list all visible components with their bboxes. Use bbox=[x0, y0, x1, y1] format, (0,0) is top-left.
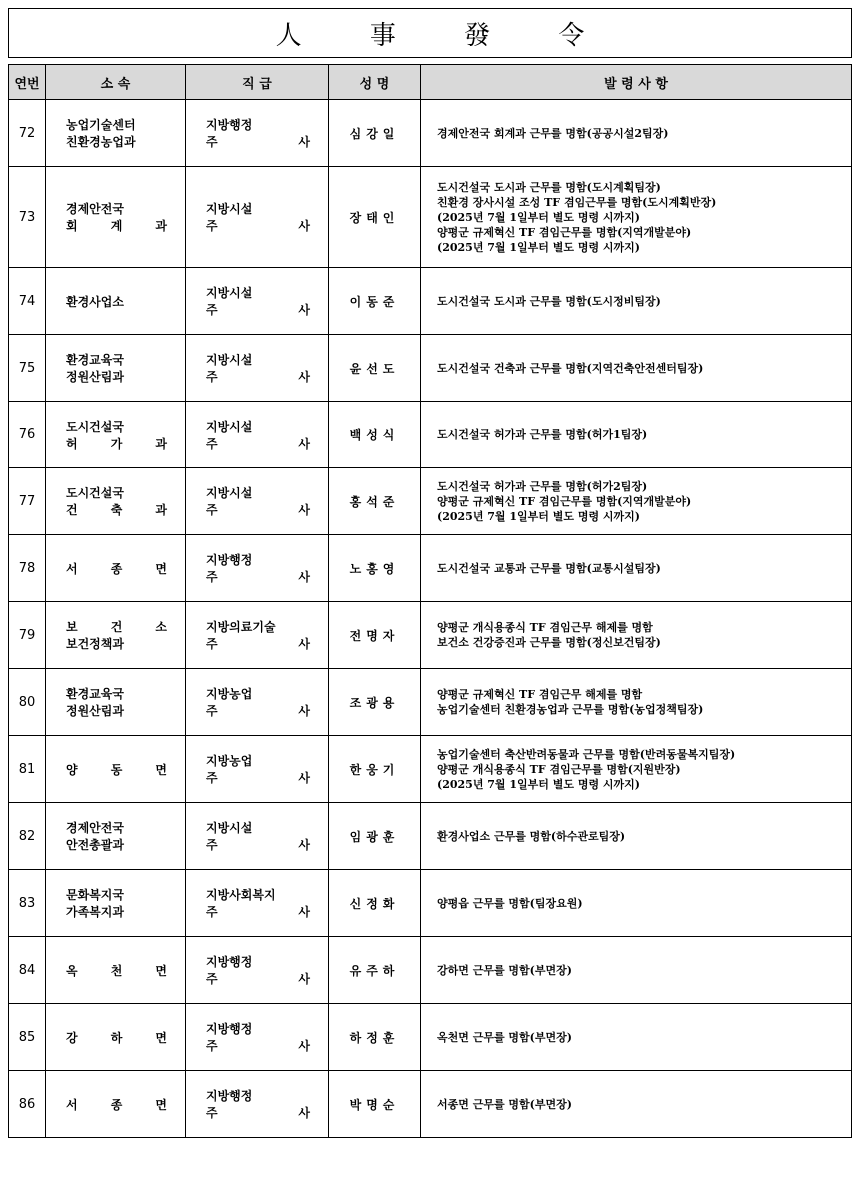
cell-order bbox=[421, 100, 852, 167]
table-row bbox=[9, 167, 852, 268]
cell-grade bbox=[186, 402, 329, 468]
header-grade: 직 급 bbox=[186, 65, 329, 100]
order-line: 도시건설국 허가과 근무를 명함(허가2팀장) bbox=[437, 479, 648, 493]
grade-line: 지방행정 bbox=[206, 1089, 253, 1103]
table-row bbox=[9, 100, 852, 167]
cell-name: 박명순 bbox=[329, 1071, 421, 1138]
cell-no: 73 bbox=[9, 167, 46, 268]
table-row bbox=[9, 937, 852, 1004]
document-sheet bbox=[8, 8, 852, 1138]
cell-name: 신정화 bbox=[329, 870, 421, 937]
table-row bbox=[9, 468, 852, 535]
grade-line: 주 사 bbox=[206, 905, 310, 919]
grade-line: 주 사 bbox=[206, 570, 310, 584]
cell-order bbox=[421, 736, 852, 803]
table-row bbox=[9, 268, 852, 335]
dept-line: 보 건 소 bbox=[66, 620, 167, 634]
personnel-table bbox=[8, 64, 852, 1138]
cell-dept bbox=[46, 268, 186, 335]
order-line: 경제안전국 회계과 근무를 명함(공공시설2팀장) bbox=[437, 126, 669, 140]
cell-dept bbox=[46, 1004, 186, 1071]
cell-order bbox=[421, 335, 852, 402]
grade-line: 지방시설 bbox=[206, 486, 253, 500]
cell-no: 72 bbox=[9, 100, 46, 167]
cell-no: 81 bbox=[9, 736, 46, 803]
cell-order bbox=[421, 1071, 852, 1138]
table-row bbox=[9, 602, 852, 669]
cell-order bbox=[421, 602, 852, 669]
grade-line: 주 사 bbox=[206, 972, 310, 986]
cell-name: 이동준 bbox=[329, 268, 421, 335]
cell-grade bbox=[186, 268, 329, 335]
cell-name: 전명자 bbox=[329, 602, 421, 669]
grade-line: 지방농업 bbox=[206, 754, 253, 768]
grade-line: 지방사회복지 bbox=[206, 888, 276, 902]
dept-line: 환경교육국 bbox=[66, 687, 124, 701]
dept-line: 경제안전국 bbox=[66, 821, 124, 835]
cell-grade bbox=[186, 100, 329, 167]
cell-no: 86 bbox=[9, 1071, 46, 1138]
cell-order bbox=[421, 402, 852, 468]
dept-line: 가족복지과 bbox=[66, 905, 124, 919]
cell-name: 한웅기 bbox=[329, 736, 421, 803]
cell-no: 77 bbox=[9, 468, 46, 535]
cell-dept bbox=[46, 669, 186, 736]
grade-line: 지방시설 bbox=[206, 353, 253, 367]
dept-line: 건 축 과 bbox=[66, 503, 167, 517]
dept-line: 양 동 면 bbox=[66, 762, 167, 777]
cell-dept bbox=[46, 335, 186, 402]
order-line: 농업기술센터 친환경농업과 근무를 명함(농업정책팀장) bbox=[437, 703, 704, 716]
order-line: 서종면 근무를 명함(부면장) bbox=[437, 1097, 572, 1111]
order-line: 양평읍 근무를 명함(팀장요원) bbox=[437, 896, 583, 910]
order-line: 도시건설국 건축과 근무를 명함(지역건축안전센터팀장) bbox=[437, 361, 704, 375]
table-row bbox=[9, 669, 852, 736]
cell-name: 유주하 bbox=[329, 937, 421, 1004]
cell-dept bbox=[46, 602, 186, 669]
cell-name: 홍석준 bbox=[329, 468, 421, 535]
grade-line: 주 사 bbox=[206, 370, 310, 384]
grade-line: 주 사 bbox=[206, 838, 310, 852]
cell-dept bbox=[46, 402, 186, 468]
dept-line: 도시건설국 bbox=[66, 419, 124, 434]
cell-order bbox=[421, 669, 852, 736]
cell-name: 윤선도 bbox=[329, 335, 421, 402]
cell-no: 76 bbox=[9, 402, 46, 468]
order-line: 보건소 건강증진과 근무를 명함(정신보건팀장) bbox=[437, 636, 661, 649]
cell-no: 82 bbox=[9, 803, 46, 870]
cell-dept bbox=[46, 736, 186, 803]
order-line: (2025년 7월 1일부터 별도 명령 시까지) bbox=[437, 240, 640, 254]
grade-line: 주 사 bbox=[206, 637, 310, 651]
dept-line: 경제안전국 bbox=[66, 202, 124, 216]
grade-line: 지방시설 bbox=[206, 821, 253, 835]
cell-name: 임광훈 bbox=[329, 803, 421, 870]
cell-order bbox=[421, 803, 852, 870]
order-line: (2025년 7월 1일부터 별도 명령 시까지) bbox=[437, 210, 640, 224]
grade-line: 주 사 bbox=[206, 1039, 310, 1053]
cell-name: 백성식 bbox=[329, 402, 421, 468]
dept-line: 안전총괄과 bbox=[66, 838, 124, 852]
table-header-row bbox=[9, 65, 852, 100]
cell-grade bbox=[186, 803, 329, 870]
grade-line: 지방행정 bbox=[206, 955, 253, 969]
cell-no: 74 bbox=[9, 268, 46, 335]
cell-dept bbox=[46, 535, 186, 602]
cell-order bbox=[421, 535, 852, 602]
grade-line: 주 사 bbox=[206, 219, 310, 233]
order-line: 도시건설국 도시과 근무를 명함(도시계획팀장) bbox=[437, 180, 661, 194]
grade-line: 지방행정 bbox=[206, 118, 253, 132]
table-row bbox=[9, 335, 852, 402]
header-dept: 소 속 bbox=[46, 65, 186, 100]
grade-line: 주 사 bbox=[206, 436, 310, 451]
grade-line: 주 사 bbox=[206, 135, 310, 149]
cell-grade bbox=[186, 1071, 329, 1138]
order-line: (2025년 7월 1일부터 별도 명령 시까지) bbox=[437, 509, 640, 523]
cell-grade bbox=[186, 1004, 329, 1071]
header-no: 연번 bbox=[9, 65, 46, 100]
cell-name: 노홍영 bbox=[329, 535, 421, 602]
order-line: 도시건설국 교통과 근무를 명함(교통시설팀장) bbox=[437, 561, 661, 575]
grade-line: 지방행정 bbox=[206, 553, 253, 567]
cell-grade bbox=[186, 468, 329, 535]
cell-dept bbox=[46, 167, 186, 268]
order-line: 농업기술센터 축산반려동물과 근무를 명함(반려동물복지팀장) bbox=[437, 747, 736, 761]
cell-dept bbox=[46, 870, 186, 937]
grade-line: 주 사 bbox=[206, 704, 310, 718]
table-row bbox=[9, 870, 852, 937]
grade-line: 지방시설 bbox=[206, 419, 253, 434]
title-box bbox=[8, 8, 852, 58]
table-row bbox=[9, 736, 852, 803]
dept-line: 환경교육국 bbox=[66, 353, 124, 367]
cell-grade bbox=[186, 167, 329, 268]
dept-line: 환경사업소 bbox=[66, 294, 124, 309]
dept-line: 정원산림과 bbox=[66, 704, 124, 718]
table-row bbox=[9, 1004, 852, 1071]
cell-grade bbox=[186, 937, 329, 1004]
order-line: 양평군 규제혁신 TF 겸임근무를 명함(지역개발분야) bbox=[437, 494, 692, 508]
cell-grade bbox=[186, 335, 329, 402]
table-row bbox=[9, 402, 852, 468]
cell-no: 85 bbox=[9, 1004, 46, 1071]
grade-line: 지방의료기술 bbox=[206, 620, 276, 634]
header-order: 발 령 사 항 bbox=[421, 65, 852, 100]
grade-line: 지방행정 bbox=[206, 1022, 253, 1036]
cell-name: 장태인 bbox=[329, 167, 421, 268]
cell-order bbox=[421, 468, 852, 535]
cell-dept bbox=[46, 937, 186, 1004]
cell-grade bbox=[186, 602, 329, 669]
dept-line: 옥 천 면 bbox=[66, 963, 167, 978]
order-line: 친환경 장사시설 조성 TF 겸임근무를 명함(도시계획반장) bbox=[437, 195, 717, 209]
order-line: 양평군 개식용종식 TF 겸임근무 해제를 명함 bbox=[437, 621, 653, 634]
grade-line: 지방시설 bbox=[206, 202, 253, 216]
cell-no: 79 bbox=[9, 602, 46, 669]
cell-no: 84 bbox=[9, 937, 46, 1004]
cell-dept bbox=[46, 803, 186, 870]
cell-order bbox=[421, 167, 852, 268]
cell-order bbox=[421, 268, 852, 335]
cell-name: 조광용 bbox=[329, 669, 421, 736]
grade-line: 주 사 bbox=[206, 1106, 310, 1120]
table-row bbox=[9, 803, 852, 870]
cell-no: 80 bbox=[9, 669, 46, 736]
dept-line: 보건정책과 bbox=[66, 637, 124, 651]
dept-line: 회 계 과 bbox=[66, 219, 167, 233]
order-line: 도시건설국 허가과 근무를 명함(허가1팀장) bbox=[437, 428, 648, 441]
cell-grade bbox=[186, 736, 329, 803]
cell-no: 83 bbox=[9, 870, 46, 937]
cell-dept bbox=[46, 1071, 186, 1138]
cell-name: 심강일 bbox=[329, 100, 421, 167]
dept-line: 정원산림과 bbox=[66, 370, 124, 384]
dept-line: 도시건설국 bbox=[66, 486, 124, 500]
cell-dept bbox=[46, 468, 186, 535]
cell-dept bbox=[46, 100, 186, 167]
dept-line: 농업기술센터 bbox=[66, 118, 136, 132]
dept-line: 서 종 면 bbox=[66, 561, 167, 576]
cell-grade bbox=[186, 669, 329, 736]
order-line: 양평군 규제혁신 TF 겸임근무를 명함(지역개발분야) bbox=[437, 225, 692, 239]
cell-no: 78 bbox=[9, 535, 46, 602]
grade-line: 지방농업 bbox=[206, 687, 253, 701]
cell-grade bbox=[186, 535, 329, 602]
dept-line: 강 하 면 bbox=[66, 1030, 167, 1045]
order-line: 양평군 규제혁신 TF 겸임근무 해제를 명함 bbox=[437, 688, 643, 701]
cell-order bbox=[421, 937, 852, 1004]
dept-line: 허 가 과 bbox=[66, 436, 167, 451]
grade-line: 주 사 bbox=[206, 303, 310, 317]
grade-line: 지방시설 bbox=[206, 286, 253, 300]
order-line: (2025년 7월 1일부터 별도 명령 시까지) bbox=[437, 777, 640, 791]
table-row bbox=[9, 535, 852, 602]
cell-name: 하정훈 bbox=[329, 1004, 421, 1071]
order-line: 강하면 근무를 명함(부면장) bbox=[437, 963, 572, 977]
dept-line: 친환경농업과 bbox=[66, 135, 136, 149]
cell-order bbox=[421, 1004, 852, 1071]
order-line: 환경사업소 근무를 명함(하수관로팀장) bbox=[437, 829, 626, 843]
dept-line: 문화복지국 bbox=[66, 888, 124, 902]
dept-line: 서 종 면 bbox=[66, 1097, 167, 1112]
document-title: 人 事 發 令 bbox=[275, 20, 615, 51]
header-name: 성 명 bbox=[329, 65, 421, 100]
cell-grade bbox=[186, 870, 329, 937]
table-row bbox=[9, 1071, 852, 1138]
grade-line: 주 사 bbox=[206, 503, 310, 517]
order-line: 도시건설국 도시과 근무를 명함(도시정비팀장) bbox=[437, 294, 661, 308]
grade-line: 주 사 bbox=[206, 771, 310, 785]
order-line: 옥천면 근무를 명함(부면장) bbox=[437, 1030, 572, 1044]
order-line: 양평군 개식용종식 TF 겸임근무를 명함(지원반장) bbox=[437, 762, 681, 776]
cell-order bbox=[421, 870, 852, 937]
cell-no: 75 bbox=[9, 335, 46, 402]
